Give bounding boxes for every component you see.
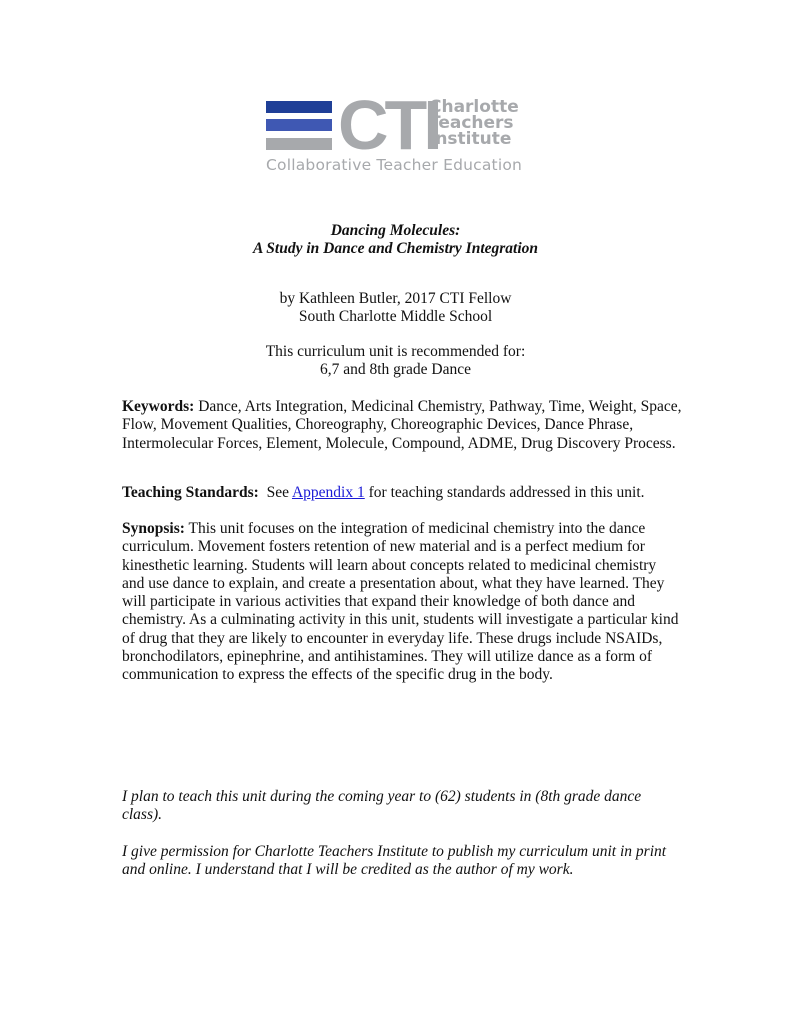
permission-statement: I give permission for Charlotte Teachers Institute to publish my curriculum unit in print and online. I understand that I will be credited as the author of my work. (122, 843, 667, 879)
logo-bar-blue (266, 119, 332, 131)
synopsis-paragraph (122, 520, 682, 685)
title-line-2: A Study in Dance and Chemistry Integration (252, 240, 539, 257)
title-line-1: Dancing Molecules: (330, 222, 461, 239)
teaching-standards-paragraph (122, 484, 682, 502)
teaching-standards-post: for teaching standards addressed in this unit. (364, 484, 645, 501)
keywords-text: Dance, Arts Integration, Medicinal Chemistry, Pathway, Time, Weight, Space, Flow, Movement Qualities, Choreography, Choreographic Devices, Dance Phrase, Intermolecular Forces, Element, Molecule, Compound, ADME, Drug Discovery Process. (122, 398, 682, 452)
logo-name-line: Institute (429, 129, 512, 149)
school-line: South Charlotte Middle School (298, 308, 493, 325)
synopsis-text: This unit focuses on the integration of medicinal chemistry into the dance curriculum. Movement fosters retention of new material and is a perfect medium for kinesthetic learning. Students will learn about concepts related to medicinal chemistry and use dance to explain, and create a presentation about, what they have learned. They will participate in various activities that expand their knowledge of both dance and chemistry. As a culminating activity in this unit, students will investigate a particular kind of drug that they are likely to encounter in everyday life. These drugs include NSAIDs, bronchodilators, epinephrine, and antihistamines. They will utilize dance as a form of communication to express the effects of the specific drug in the body. (122, 520, 679, 684)
logo-abbrev: CTI (338, 86, 439, 164)
author-line: by Kathleen Butler, 2017 CTI Fellow (279, 290, 512, 307)
logo-tagline: Collaborative Teacher Education (266, 156, 523, 174)
synopsis-label: Synopsis: (122, 520, 185, 537)
logo-name-line: Teachers (429, 113, 514, 133)
logo-name-line: Charlotte (429, 97, 519, 117)
appendix-1-link[interactable]: Appendix 1 (291, 484, 365, 501)
cti-logo (266, 86, 536, 179)
teaching-standards-pre: See (258, 484, 292, 501)
recommendation-line: This curriculum unit is recommended for: (265, 343, 526, 360)
keywords-label: Keywords: (122, 398, 195, 415)
grade-line: 6,7 and 8th grade Dance (319, 361, 472, 378)
plan-statement: I plan to teach this unit during the coming year to (62) students in (8th grade dance class). (122, 788, 642, 824)
teaching-standards-label: Teaching Standards: (122, 484, 259, 501)
logo-institute-name (429, 99, 519, 147)
logo-bar-gray (266, 138, 332, 150)
recommendation-block (0, 343, 791, 379)
author-block (0, 290, 791, 326)
logo-bar-dark-blue (266, 101, 332, 113)
document-title (0, 222, 791, 258)
keywords-paragraph (122, 398, 682, 453)
